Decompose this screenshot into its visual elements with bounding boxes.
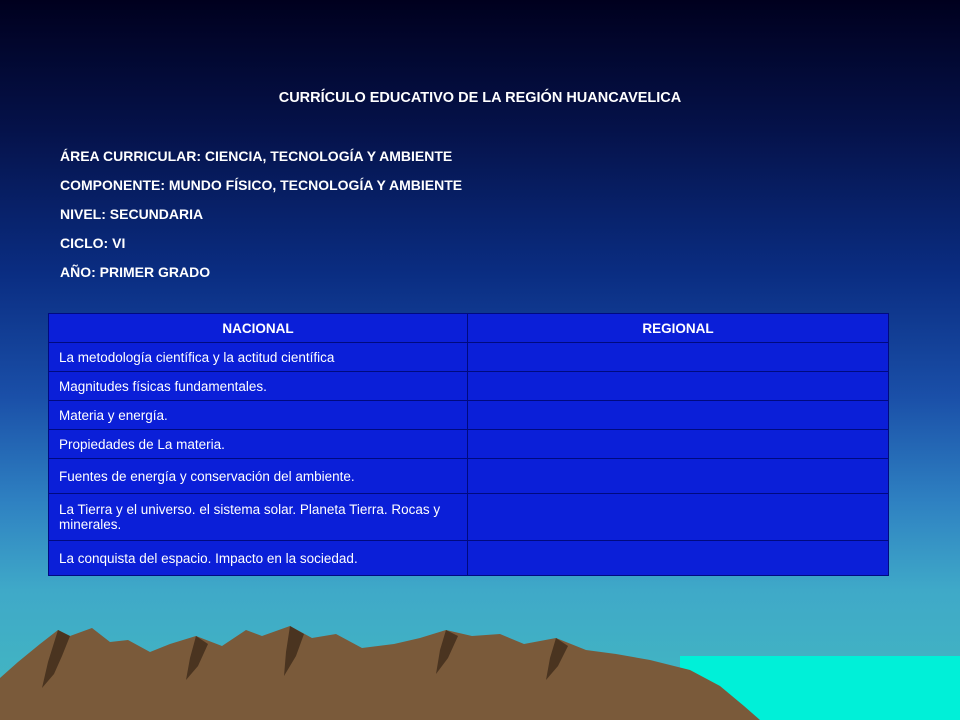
- table-row: [49, 494, 889, 541]
- regional-cell: [468, 494, 889, 541]
- slide-title: CURRÍCULO EDUCATIVO DE LA REGIÓN HUANCAVELICA: [278, 90, 682, 106]
- curriculum-table: [48, 313, 889, 576]
- meta-cycle: CICLO: VI: [60, 235, 126, 251]
- meta-year: AÑO: PRIMER GRADO: [60, 264, 211, 280]
- regional-cell: [468, 459, 889, 494]
- table-row: [49, 343, 889, 372]
- nacional-cell: Fuentes de energía y conservación del ambiente.: [49, 459, 468, 494]
- regional-cell: [468, 430, 889, 459]
- nacional-cell: La conquista del espacio. Impacto en la sociedad.: [49, 541, 468, 576]
- regional-cell: [468, 541, 889, 576]
- table-row: [49, 401, 889, 430]
- mountain-landscape: [0, 600, 960, 720]
- meta-component: COMPONENTE: MUNDO FÍSICO, TECNOLOGÍA Y AMBIENTE: [60, 177, 463, 193]
- mountain-range: [0, 626, 760, 720]
- nacional-cell: Propiedades de La materia.: [49, 430, 468, 459]
- meta-level: NIVEL: SECUNDARIA: [60, 206, 204, 222]
- table-row: [49, 541, 889, 576]
- nacional-cell: Materia y energía.: [49, 401, 468, 430]
- regional-cell: [468, 372, 889, 401]
- meta-area: ÁREA CURRICULAR: CIENCIA, TECNOLOGÍA Y AMBIENTE: [60, 148, 453, 164]
- regional-cell: [468, 401, 889, 430]
- table-header-row: [49, 314, 889, 343]
- regional-cell: [468, 343, 889, 372]
- nacional-cell: Magnitudes físicas fundamentales.: [49, 372, 468, 401]
- nacional-cell: La metodología científica y la actitud científica: [49, 343, 468, 372]
- table-row: [49, 459, 889, 494]
- header-regional: REGIONAL: [468, 314, 889, 343]
- nacional-cell: La Tierra y el universo. el sistema solar. Planeta Tierra. Rocas y minerales.: [49, 494, 468, 541]
- table-row: [49, 430, 889, 459]
- header-nacional: NACIONAL: [49, 314, 468, 343]
- table-row: [49, 372, 889, 401]
